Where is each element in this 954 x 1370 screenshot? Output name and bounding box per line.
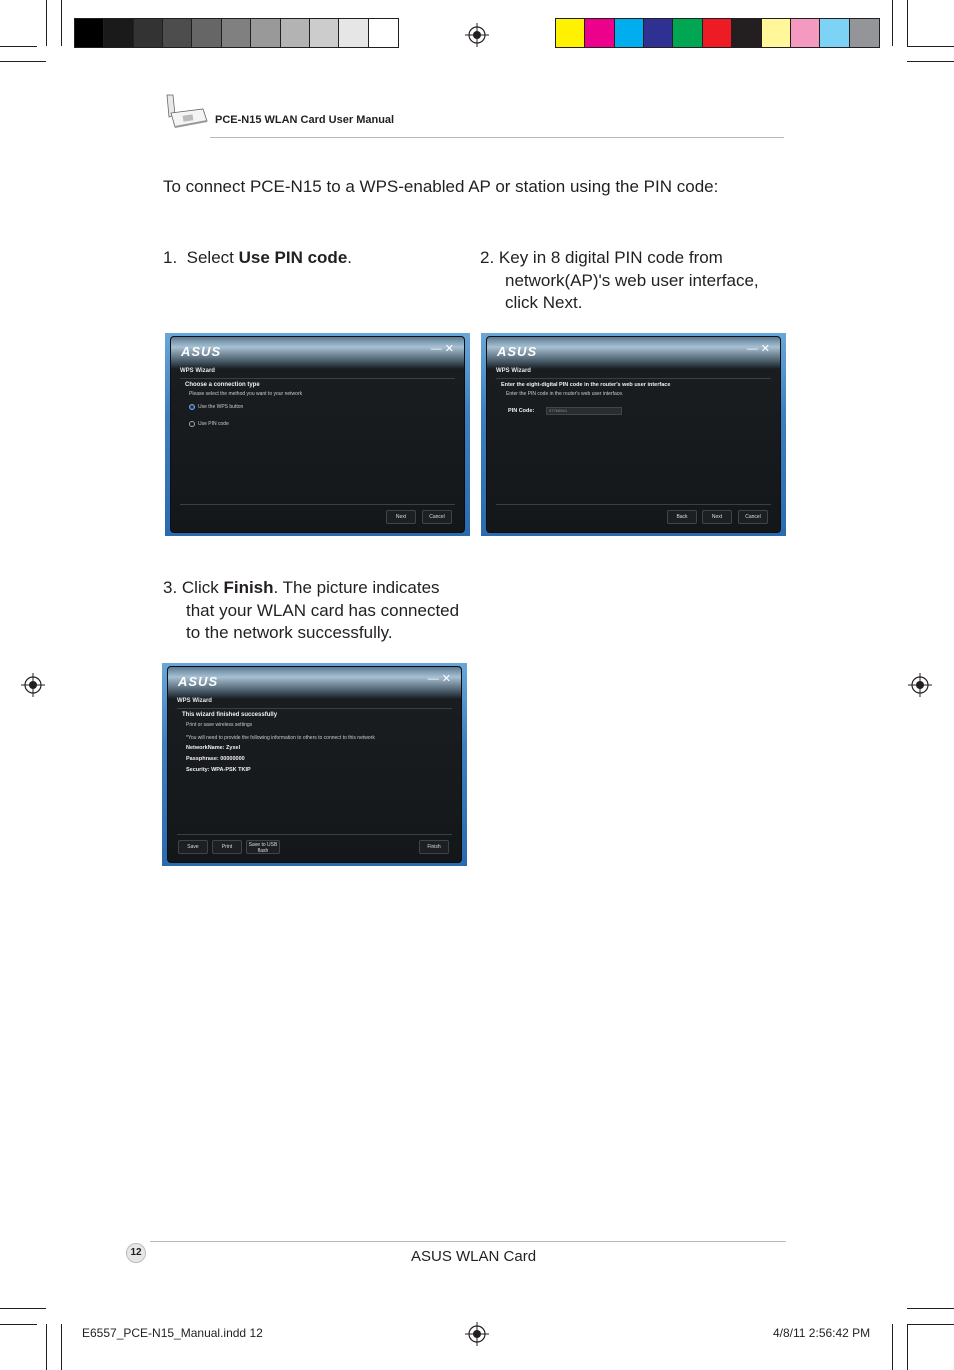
gray-swatch xyxy=(339,19,368,47)
crop-mark xyxy=(46,1324,47,1370)
color-swatch xyxy=(791,19,820,47)
step-2 xyxy=(480,247,759,315)
save-to-usb-button[interactable] xyxy=(246,840,280,854)
asus-logo: ASUS xyxy=(497,344,538,359)
gray-swatch xyxy=(369,19,398,47)
color-swatch xyxy=(585,19,614,47)
window-title: WPS Wizard xyxy=(496,368,531,374)
gray-swatch xyxy=(192,19,221,47)
save-to-usb-label: Save to USB xyxy=(248,842,278,848)
step-3-line-2: that your WLAN card has connected xyxy=(186,600,460,620)
asus-logo: ASUS xyxy=(178,674,219,689)
gray-swatch xyxy=(251,19,280,47)
wizard-panel xyxy=(180,378,455,505)
crop-mark xyxy=(0,61,46,62)
wizard-panel xyxy=(496,378,771,505)
panel-heading: Choose a connection type xyxy=(185,382,260,388)
cancel-button[interactable]: Cancel xyxy=(422,510,452,524)
window-controls-icon: — ✕ xyxy=(746,343,770,355)
panel-heading: Enter the eight-digital PIN code in the router's web user interface xyxy=(501,382,671,388)
step-3-pre: 3. Click xyxy=(163,578,224,597)
next-button[interactable]: Next xyxy=(386,510,416,524)
panel-note: *You will need to provide the following information to others to connect to this network xyxy=(186,735,375,741)
gray-swatch xyxy=(134,19,163,47)
gray-swatch xyxy=(104,19,133,47)
registration-mark-icon xyxy=(21,673,45,697)
window-title: WPS Wizard xyxy=(177,698,212,704)
color-swatch xyxy=(644,19,673,47)
asus-logo: ASUS xyxy=(181,344,222,359)
gray-swatch xyxy=(310,19,339,47)
window-title: WPS Wizard xyxy=(180,368,215,374)
security: Security: WPA-PSK TKIP xyxy=(186,767,251,773)
radio-icon xyxy=(189,404,195,410)
step-3-line-3: to the network successfully. xyxy=(186,623,393,642)
button-divider xyxy=(177,834,452,835)
screenshot-wizard-finished xyxy=(162,663,467,866)
wps-wizard-window xyxy=(167,666,462,863)
window-controls-icon: — ✕ xyxy=(430,343,454,355)
crop-mark xyxy=(907,1324,908,1370)
screenshot-choose-connection xyxy=(165,333,470,536)
option-pin-code[interactable] xyxy=(189,421,229,427)
save-to-usb-label-2: flash xyxy=(257,848,269,854)
step-3-bold: Finish xyxy=(223,578,274,597)
panel-description: Please select the method you want to your network xyxy=(189,391,303,397)
crop-mark xyxy=(892,0,893,46)
radio-icon xyxy=(189,421,195,427)
step-1-pre: Select xyxy=(186,248,239,267)
network-name: NetworkName: Zyxel xyxy=(186,745,241,751)
button-divider xyxy=(180,504,455,505)
panel-heading: This wizard finished successfully xyxy=(182,712,278,718)
slug-file: E6557_PCE-N15_Manual.indd 12 xyxy=(82,1326,263,1340)
next-button[interactable]: Next xyxy=(702,510,732,524)
passphrase: Passphrase: 00000000 xyxy=(186,756,245,762)
crop-mark xyxy=(907,1324,954,1325)
cancel-button[interactable]: Cancel xyxy=(738,510,768,524)
registration-mark-icon xyxy=(465,23,489,47)
crop-mark xyxy=(907,61,954,62)
step-2-line-2: network(AP)'s web user interface, xyxy=(505,270,759,290)
option-label: Use the WPS button xyxy=(198,404,244,410)
registration-mark-icon xyxy=(465,1322,489,1346)
crop-mark xyxy=(907,0,908,46)
color-swatch xyxy=(615,19,644,47)
button-divider xyxy=(496,504,771,505)
header-title: PCE-N15 WLAN Card User Manual xyxy=(215,114,395,126)
crop-mark xyxy=(0,1324,37,1325)
step-1-post: . xyxy=(347,248,353,267)
grayscale-bar xyxy=(74,18,399,48)
wizard-panel xyxy=(177,708,452,835)
footer-title: ASUS WLAN Card xyxy=(411,1248,537,1265)
color-swatch xyxy=(820,19,849,47)
slug-timestamp: 4/8/11 2:56:42 PM xyxy=(773,1326,871,1340)
crop-mark xyxy=(0,1308,46,1309)
wps-wizard-window xyxy=(170,336,465,533)
window-controls-icon: — ✕ xyxy=(427,673,451,685)
color-swatch xyxy=(732,19,761,47)
gray-swatch xyxy=(163,19,192,47)
color-swatch xyxy=(762,19,791,47)
page-number: 12 xyxy=(126,1243,146,1263)
back-button[interactable]: Back xyxy=(667,510,697,524)
crop-mark xyxy=(61,1324,62,1370)
gray-swatch xyxy=(222,19,251,47)
save-button[interactable]: Save xyxy=(178,840,208,854)
color-bar xyxy=(555,18,880,48)
crop-mark xyxy=(0,46,37,47)
panel-description: Print or save wireless settings xyxy=(186,722,253,728)
wlan-card-icon xyxy=(163,93,211,133)
crop-mark xyxy=(61,0,62,46)
crop-mark xyxy=(907,46,954,47)
crop-mark xyxy=(46,0,47,46)
color-swatch xyxy=(556,19,585,47)
color-swatch xyxy=(850,19,879,47)
color-swatch xyxy=(673,19,702,47)
step-2-line-1: 2. Key in 8 digital PIN code from xyxy=(480,248,723,267)
step-3 xyxy=(163,577,459,645)
panel-description: Enter the PIN code in the router's web user interface. xyxy=(506,391,624,397)
screenshot-enter-pin xyxy=(481,333,786,536)
step-1 xyxy=(163,247,352,270)
color-swatch xyxy=(703,19,732,47)
intro-text: To connect PCE-N15 to a WPS-enabled AP or station using the PIN code: xyxy=(163,177,719,196)
step-2-line-3: click Next. xyxy=(505,293,583,312)
step-1-bold: Use PIN code xyxy=(238,248,348,267)
print-button[interactable]: Print xyxy=(212,840,242,854)
pin-input[interactable]: 57788944 xyxy=(546,407,622,415)
pin-label: PIN Code: xyxy=(508,408,535,414)
crop-mark xyxy=(907,1308,954,1309)
step-1-number: 1. xyxy=(163,248,178,267)
option-wps-button[interactable] xyxy=(189,404,243,410)
registration-mark-icon xyxy=(908,673,932,697)
step-3-post: . The picture indicates xyxy=(273,578,440,597)
wps-wizard-window xyxy=(486,336,781,533)
gray-swatch xyxy=(281,19,310,47)
header-rule xyxy=(210,137,784,138)
option-label: Use PIN code xyxy=(198,421,229,427)
finish-button[interactable]: Finish xyxy=(419,840,449,854)
footer-rule xyxy=(150,1241,786,1242)
crop-mark xyxy=(892,1324,893,1370)
gray-swatch xyxy=(75,19,104,47)
